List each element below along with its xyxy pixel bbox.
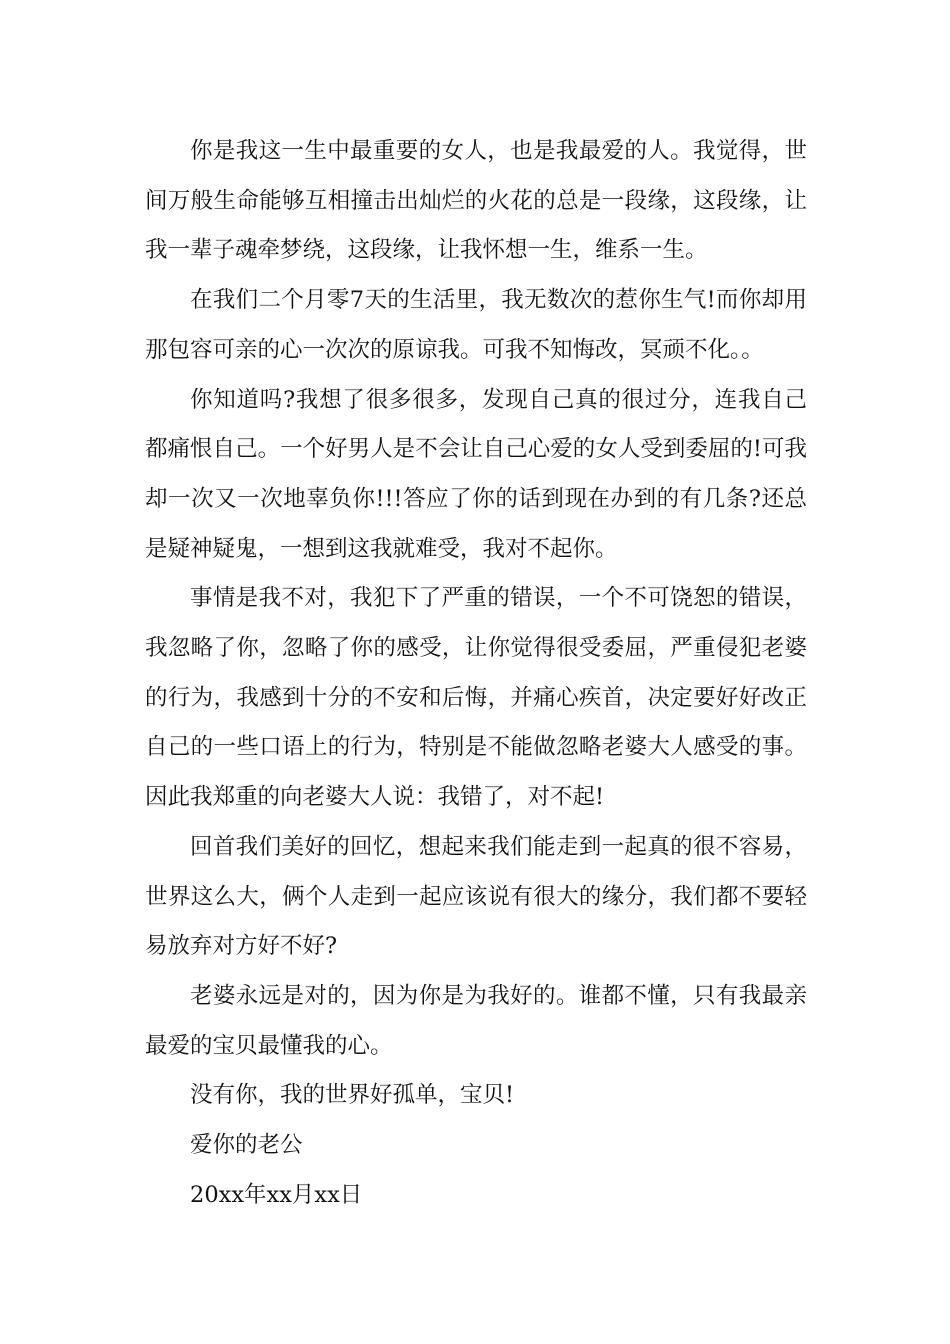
letter-date: 20xx年xx月xx日 xyxy=(190,1181,363,1208)
paragraph-5: 回首我们美好的回忆，想起来我们能走到一起真的很不容易，世界这么大，俩个人走到一起应该说有很大的缘分，我们都不要轻易放弃对方好不好? xyxy=(145,833,807,960)
paragraph-4: 事情是我不对，我犯下了严重的错误，一个不可饶恕的错误，我忽略了你，忽略了你的感受，让你觉得很受委屈，严重侵犯老婆的行为，我感到十分的不安和后悔，并痛心疾首，决定要好好改正自己的一些口语上的行为，特别是不能做忽略老婆大人感受的事。因此我郑重的向老婆大人说：我错了，对不起! xyxy=(145,585,807,811)
signature: 爱你的老公 xyxy=(190,1132,303,1159)
paragraph-2: 在我们二个月零7天的生活里，我无数次的惹你生气!而你却用那包容可亲的心一次次的原谅我。可我不知悔改，冥顽不化。。 xyxy=(145,287,807,363)
paragraph-3: 你知道吗?我想了很多很多，发现自己真的很过分，连我自己都痛恨自己。一个好男人是不会让自己心爱的女人受到委屈的!可我却一次又一次地辜负你!!!答应了你的话到现在办到的有几条?还总是疑神疑鬼，一想到这我就难受，我对不起你。 xyxy=(145,386,807,562)
paragraph-1: 你是我这一生中最重要的女人，也是我最爱的人。我觉得，世间万般生命能够互相撞击出灿烂的火花的总是一段缘，这段缘，让我一辈子魂牵梦绕，这段缘，让我怀想一生，维系一生。 xyxy=(145,138,807,264)
closing-line: 没有你，我的世界好孤单，宝贝! xyxy=(190,1082,515,1109)
letter-body xyxy=(145,127,807,1220)
paragraph-6: 老婆永远是对的，因为你是为我好的。谁都不懂，只有我最亲最爱的宝贝最懂我的心。 xyxy=(145,982,807,1059)
